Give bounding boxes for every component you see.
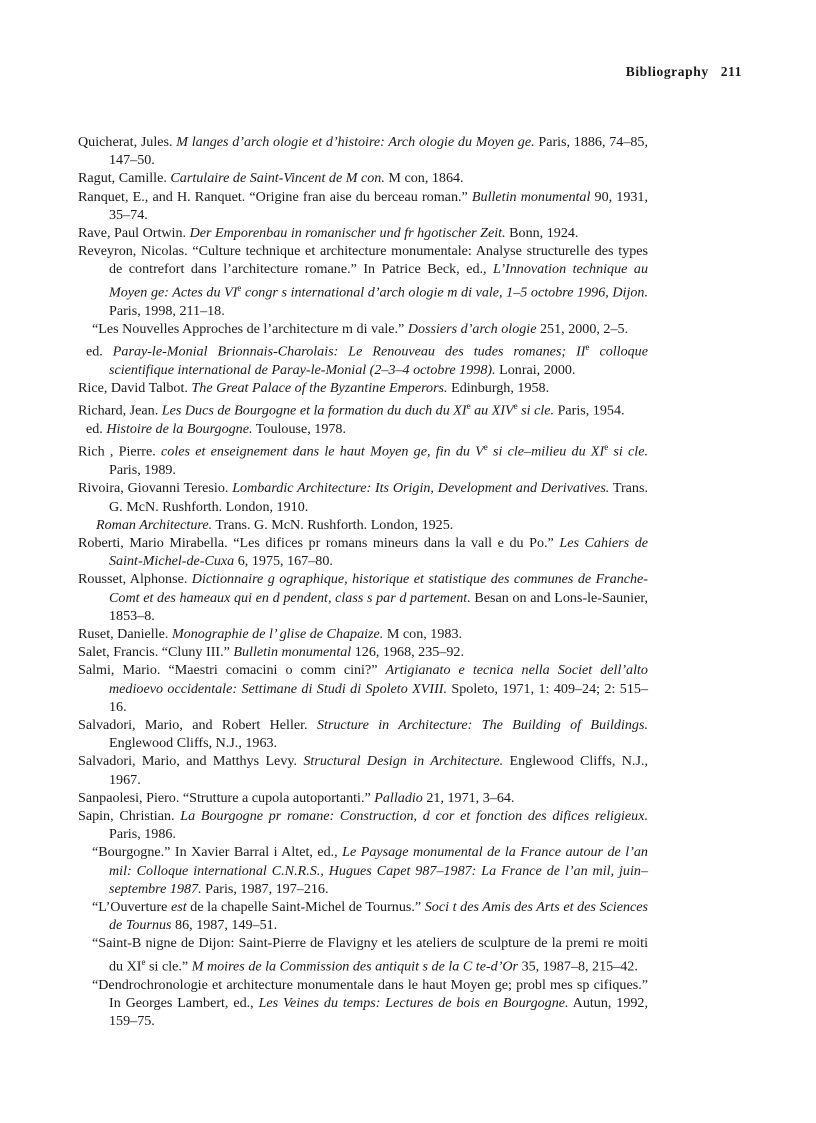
entry-title-text: Bulletin monumental: [233, 644, 352, 661]
entry-text: Paris, 1989.: [109, 462, 176, 479]
entry-text: ed.: [86, 421, 107, 438]
entry-text: Autun, 1992, 159–75.: [109, 994, 649, 1029]
entry-text: Paris, 1954.: [554, 402, 625, 419]
bibliography-entry: [78, 716, 648, 752]
entry-title-text: Structural Design in Architecture.: [303, 753, 504, 770]
entry-text: Paris, 1987, 197–216.: [201, 880, 329, 897]
bibliography-entry: [78, 534, 648, 570]
entry-text: Roberti, Mario Mirabella. “Les difices pr romans mineurs dans la vall e du Po.”: [78, 535, 560, 552]
superscript: e: [466, 401, 471, 412]
entry-title-text: Paray-le-Monial Brionnais-Charolais: Le Renouveau des tudes romanes; II: [112, 343, 586, 360]
bibliography-entry: [78, 242, 648, 320]
entry-title-text: Les Cahiers de Saint-Michel-de-Cuxa: [109, 535, 648, 570]
entry-text: Englewood Cliffs, N.J., 1967.: [109, 753, 648, 788]
superscript: e: [237, 282, 242, 293]
entry-title-text: si cle.: [608, 444, 648, 460]
entry-text: ed.: [86, 343, 113, 360]
entry-text: Trans. G. McN. Rushforth. London, 1910.: [109, 480, 648, 515]
entry-text: Paris, 1998, 211–18.: [109, 302, 225, 319]
entry-title-text: M moires de la Commission des antiquit s de la C te-d’Or: [191, 958, 519, 975]
bibliography-entry: [78, 516, 648, 534]
bibliography-entry: [78, 420, 648, 438]
entry-title-text: L’Innovation technique au Moyen ge: Actes du VI: [109, 261, 648, 301]
entry-title-text: Roman Architecture.: [96, 516, 213, 533]
running-header: [626, 64, 742, 80]
entry-text: 86, 1987, 149–51.: [171, 917, 278, 934]
entry-text: Spoleto, 1971, 1: 409–24; 2: 515–16.: [109, 680, 648, 715]
entry-title-text: Palladio: [374, 789, 423, 806]
entry-text: Salvadori, Mario, and Robert Heller.: [78, 717, 317, 734]
entry-title-text: Les Ducs de Bourgogne et la formation du duch du XI: [161, 402, 467, 419]
entry-text: Englewood Cliffs, N.J., 1963.: [109, 735, 278, 752]
entry-text: Salvadori, Mario, and Matthys Levy.: [78, 753, 304, 770]
page-number: 211: [720, 64, 742, 79]
bibliography-entry: [78, 661, 648, 716]
entry-text: de la chapelle Saint-Michel de Tournus.”: [186, 899, 425, 916]
entry-text: Ruset, Danielle.: [78, 626, 172, 643]
entry-title-text: Le Paysage monumental de la France autour de l’an mil: Colloque international C.N.R.S., Hugues Capet 987–1987: La France de l’an mil, juin–septembre 1987.: [109, 844, 648, 897]
entry-title-text: Cartulaire de Saint-Vincent de M con.: [170, 170, 385, 187]
entry-title-text: Dossiers d’arch ologie: [407, 320, 537, 337]
bibliography-entry: [78, 320, 648, 338]
entry-text: Rich , Pierre.: [78, 444, 162, 460]
entry-text: M con, 1864.: [384, 170, 464, 187]
entry-text: Ranquet, E., and H. Ranquet. “Origine fran aise du berceau roman.”: [78, 188, 472, 205]
entry-text: Sapin, Christian.: [78, 808, 181, 825]
bibliography-entry: [78, 224, 648, 242]
bibliography-entry: [78, 188, 648, 224]
entry-text: Rousset, Alphonse.: [78, 571, 192, 588]
entry-title-text: The Great Palace of the Byzantine Emperors.: [191, 380, 448, 397]
superscript: e: [513, 401, 518, 412]
entry-text: 126, 1968, 235–92.: [351, 644, 464, 661]
entry-title-text: M langes d’arch ologie et d’histoire: Arch ologie du Moyen ge.: [176, 134, 535, 150]
entry-title-text: si cle.: [517, 402, 555, 419]
bibliography-entry: [78, 752, 648, 788]
entry-text: 251, 2000, 2–5.: [536, 320, 629, 337]
superscript: e: [483, 442, 488, 453]
entry-title-text: Bulletin monumental: [471, 188, 591, 205]
bibliography-entry: [78, 625, 648, 643]
entry-text: Edinburgh, 1958.: [447, 380, 550, 397]
bibliography-entry: [78, 133, 648, 169]
entry-text: 21, 1971, 3–64.: [422, 789, 515, 806]
entry-text: Salmi, Mario. “Maestri comacini o comm cini?”: [78, 662, 386, 679]
bibliography-entry: [78, 438, 648, 479]
bibliography-entry: [78, 479, 648, 515]
entry-text: M con, 1983.: [383, 626, 463, 643]
entry-text: Rivoira, Giovanni Teresio.: [78, 480, 233, 497]
bibliography-entry: [78, 807, 648, 843]
entry-text: Rice, David Talbot.: [78, 380, 192, 397]
bibliography-entry: [78, 379, 648, 397]
entry-text: “Dendrochronologie et architecture monumentale dans le haut Moyen ge; probl mes sp cifiques.” In Georges Lambert, ed.,: [92, 976, 648, 1011]
bibliography-entry: [78, 898, 648, 934]
entry-text: si cle.”: [145, 958, 192, 975]
bibliography-entry: [78, 643, 648, 661]
entry-text: Rave, Paul Ortwin.: [78, 225, 190, 242]
entry-text: Bonn, 1924.: [505, 225, 579, 242]
entry-text: Ragut, Camille.: [78, 170, 171, 187]
entry-title-text: si cle–milieu du XI: [487, 444, 605, 460]
entry-title-text: Structure in Architecture: The Building of Buildings.: [316, 717, 648, 734]
bibliography-entry: [78, 934, 648, 975]
entry-text: Quicherat, Jules.: [78, 134, 177, 150]
entry-text: 35, 1987–8, 215–42.: [518, 958, 638, 975]
bibliography-entry: [78, 397, 648, 420]
entry-title-text: Artigianato e tecnica nella Societ dell’alto medioevo occidentale: Settimane di Studi di Spoleto XVIII.: [109, 662, 648, 697]
running-head-title: Bibliography: [625, 64, 709, 79]
entry-text: Reveyron, Nicolas. “Culture technique et architecture monumentale: Analyse structurelle des types de contrefort dans l’architecture romane.” In Patrice Beck, ed.,: [78, 243, 648, 278]
entry-text: “Saint-B nigne de Dijon: Saint-Pierre de Flavigny et les ateliers de sculpture de la premi re moiti du XI: [92, 935, 648, 975]
entry-text: Besan on and Lons-le-Saunier, 1853–8.: [109, 589, 648, 624]
entry-text: “L’Ouverture: [92, 899, 172, 916]
entry-title-text: coles et enseignement dans le haut Moyen ge, fin du V: [161, 444, 484, 460]
entry-title-text: est: [171, 899, 187, 916]
entry-text: 90, 1931, 35–74.: [109, 188, 648, 223]
entry-text: Toulouse, 1978.: [252, 421, 346, 438]
superscript: e: [585, 341, 590, 352]
entry-title-text: colloque scientifique international de Paray-le-Monial (2–3–4 octobre 1998).: [109, 343, 648, 378]
entry-title-text: Lombardic Architecture: Its Origin, Development and Derivatives.: [232, 480, 610, 497]
entry-title-text: Les Veines du temps: Lectures de bois en Bourgogne.: [258, 994, 569, 1011]
entry-text: Paris, 1886, 74–85, 147–50.: [109, 134, 648, 169]
entry-title-text: Histoire de la Bourgogne.: [106, 421, 253, 438]
entry-text: Paris, 1986.: [109, 826, 176, 843]
superscript: e: [604, 442, 609, 453]
bibliography-entry: [78, 789, 648, 807]
entry-title-text: La Bourgogne pr romane: Construction, d cor et fonction des difices religieux.: [180, 808, 648, 825]
entry-title-text: Dictionnaire g ographique, historique et statistique des communes de Franche-Comt et des hameaux qui en d pendent, class s par d partement.: [109, 571, 649, 606]
entry-text: 6, 1975, 167–80.: [234, 553, 333, 570]
entry-title-text: Monographie de l’ glise de Chapaize.: [171, 626, 384, 643]
entry-title-text: au XIV: [470, 402, 514, 419]
entry-text: Lonrai, 2000.: [495, 361, 576, 378]
entry-text: Richard, Jean.: [78, 402, 162, 419]
entry-title-text: congr s international d’arch ologie m di vale, 1–5 octobre 1996, Dijon.: [241, 284, 648, 301]
bibliography-entry: [78, 976, 648, 1031]
superscript: e: [141, 956, 146, 967]
bibliography-entry: [78, 843, 648, 898]
entry-text: Trans. G. McN. Rushforth. London, 1925.: [212, 516, 454, 533]
entry-title-text: Der Emporenbau in romanischer und fr hgotischer Zeit.: [189, 225, 506, 242]
entry-title-text: Soci t des Amis des Arts et des Sciences de Tournus: [109, 899, 649, 934]
entry-text: Sanpaolesi, Piero. “Strutture a cupola autoportanti.”: [78, 789, 375, 806]
entry-text: Salet, Francis. “Cluny III.”: [78, 644, 234, 661]
bibliography-entry: [78, 338, 648, 379]
bibliography-entry: [78, 169, 648, 187]
bibliography-list: [78, 133, 648, 1030]
entry-text: “Les Nouvelles Approches de l’architecture m di vale.”: [92, 320, 408, 337]
bibliography-entry: [78, 570, 648, 625]
entry-text: “Bourgogne.” In Xavier Barral i Altet, ed.,: [92, 844, 343, 861]
